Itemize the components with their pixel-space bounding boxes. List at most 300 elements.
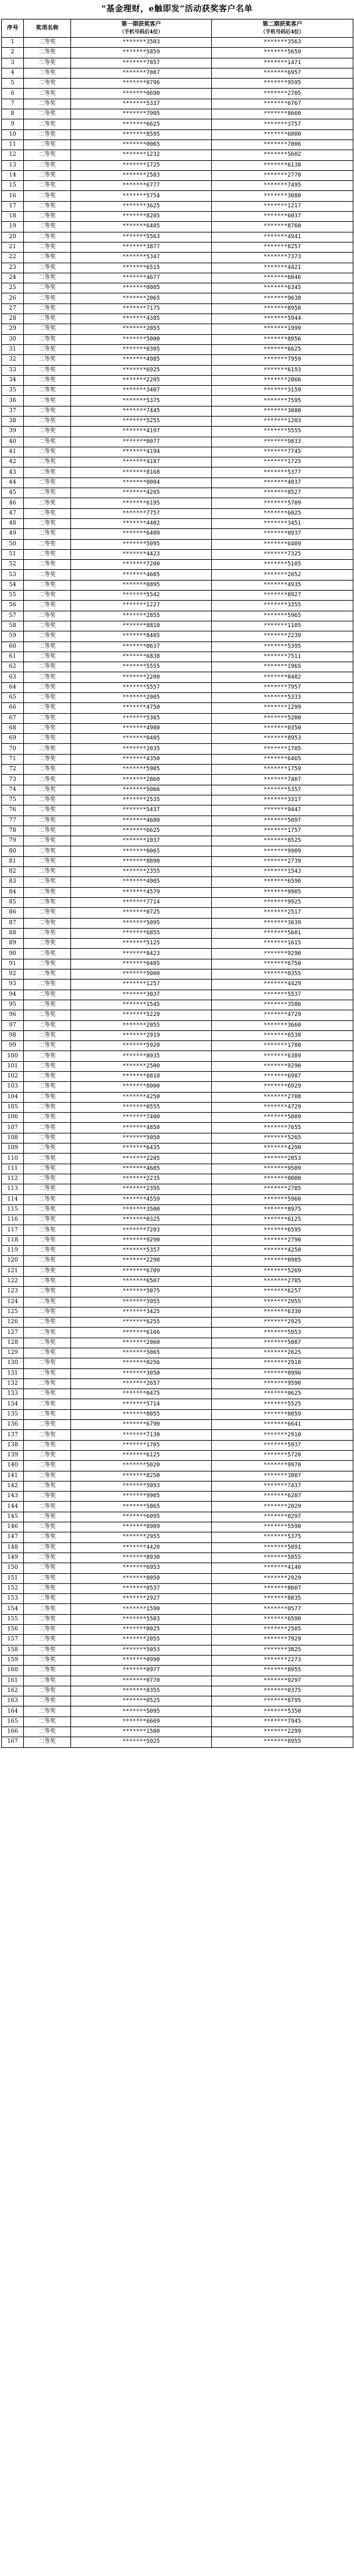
period-1-winner-cell: *******4350 [71,754,212,764]
award-name-cell: 二等奖 [24,856,71,866]
period-1-winner-cell: *******2065 [71,293,212,303]
row-number: 25 [2,283,24,293]
table-row [2,908,353,918]
period-2-winner-cell: *******8257 [212,242,353,252]
period-1-winner-cell: *******4420 [71,1542,212,1553]
award-name-cell: 二等奖 [24,621,71,631]
period-2-winner-cell: *******1471 [212,58,353,68]
row-number: 166 [2,1727,24,1737]
period-1-winner-cell: *******5357 [71,1246,212,1256]
table-row [2,1573,353,1583]
table-row [2,518,353,528]
table-row [2,1727,353,1737]
period-2-winner-cell: *******1299 [212,703,353,713]
period-1-winner-cell: *******6709 [71,1266,212,1276]
table-row [2,775,353,785]
row-number: 134 [2,1399,24,1409]
period-1-winner-cell: *******2055 [71,1020,212,1030]
award-name-cell: 二等奖 [24,703,71,713]
row-number: 98 [2,1030,24,1040]
award-name-cell: 二等奖 [24,293,71,303]
award-name-cell: 二等奖 [24,1225,71,1235]
award-name-cell: 二等奖 [24,1020,71,1030]
period-2-winner-cell: *******9290 [212,949,353,959]
award-name-cell: 二等奖 [24,826,71,836]
period-2-winner-cell: *******7437 [212,1481,353,1491]
row-number: 149 [2,1553,24,1563]
period-2-winner-cell: *******1780 [212,1041,353,1051]
header-period-1-title: 第一期获奖客户 [121,21,161,28]
period-2-winner-cell: *******4037 [212,478,353,488]
row-number: 26 [2,293,24,303]
table-row [2,324,353,334]
period-2-winner-cell: *******4421 [212,263,353,273]
period-2-winner-cell: *******6193 [212,365,353,375]
period-1-winner-cell: *******0025 [71,1625,212,1635]
row-number: 24 [2,273,24,283]
table-row [2,621,353,631]
table-row [2,1154,353,1164]
row-number: 86 [2,908,24,918]
period-2-winner-cell: *******3660 [212,1020,353,1030]
period-2-winner-cell: *******2299 [212,1727,353,1737]
table-row [2,1583,353,1593]
row-number: 54 [2,580,24,590]
award-name-cell: 二等奖 [24,1000,71,1010]
period-2-winner-cell: *******6257 [212,1287,353,1297]
period-2-winner-cell: *******5357 [212,785,353,795]
row-number: 128 [2,1338,24,1348]
table-row [2,457,353,467]
period-2-winner-cell: *******3586 [212,1000,353,1010]
award-name-cell: 二等奖 [24,1082,71,1092]
period-1-winner-cell: *******5095 [71,918,212,928]
period-2-winner-cell: *******5601 [212,928,353,938]
period-1-winner-cell: *******1037 [71,836,212,846]
table-row [2,601,353,611]
period-2-winner-cell: *******4429 [212,980,353,990]
period-1-winner-cell: *******0475 [71,1389,212,1399]
row-number: 14 [2,170,24,180]
period-1-winner-cell: *******2535 [71,795,212,805]
row-number: 35 [2,386,24,396]
period-2-winner-cell: *******6000 [212,129,353,139]
table-row [2,1102,353,1112]
period-2-winner-cell: *******2955 [212,1297,353,1307]
row-number: 96 [2,1010,24,1020]
period-1-winner-cell: *******7087 [71,68,212,78]
table-row [2,1276,353,1286]
period-1-winner-cell: *******5555 [71,662,212,672]
table-row [2,1113,353,1123]
table-row [2,928,353,938]
period-2-winner-cell: *******6929 [212,1082,353,1092]
table-row [2,539,353,549]
header-period-1 [71,19,212,38]
table-row [2,641,353,652]
period-1-winner-cell: *******0637 [71,641,212,652]
period-2-winner-cell: *******5200 [212,713,353,723]
row-number: 133 [2,1389,24,1399]
award-name-cell: 二等奖 [24,529,71,539]
award-name-cell: 二等奖 [24,1666,71,1676]
table-row [2,1071,353,1081]
period-2-winner-cell: *******7407 [212,775,353,785]
period-1-winner-cell: *******8890 [71,856,212,866]
award-name-cell: 二等奖 [24,1430,71,1440]
row-number: 94 [2,990,24,1000]
award-name-cell: 二等奖 [24,1573,71,1583]
period-1-winner-cell: *******6166 [71,1328,212,1338]
period-1-winner-cell: *******5255 [71,416,212,426]
period-1-winner-cell: *******5542 [71,591,212,601]
award-name-cell: 二等奖 [24,1471,71,1481]
header-period-2-sub: （手机号码后4位） [260,28,304,35]
period-1-winner-cell: *******2500 [71,1061,212,1071]
table-row [2,713,353,723]
period-2-winner-cell: *******2790 [212,1235,353,1245]
table-row [2,68,353,78]
row-number: 162 [2,1686,24,1696]
table-row [2,856,353,866]
table-row [2,939,353,949]
award-name-cell: 二等奖 [24,1287,71,1297]
period-1-winner-cell: *******6838 [71,652,212,662]
row-number: 89 [2,939,24,949]
row-number: 113 [2,1184,24,1194]
row-number: 59 [2,631,24,641]
period-2-winner-cell: *******5602 [212,150,353,160]
award-name-cell: 二等奖 [24,1297,71,1307]
row-number: 110 [2,1154,24,1164]
award-name-cell: 二等奖 [24,1174,71,1184]
table-row [2,375,353,385]
period-1-winner-cell: *******1545 [71,1000,212,1010]
period-2-winner-cell: *******5525 [212,1399,353,1409]
award-name-cell: 二等奖 [24,488,71,498]
award-name-cell: 二等奖 [24,1532,71,1542]
period-1-winner-cell: *******5125 [71,939,212,949]
row-number: 107 [2,1123,24,1133]
period-2-winner-cell: *******7595 [212,396,353,406]
period-2-winner-cell: *******6025 [212,508,353,518]
period-2-winner-cell: *******2705 [212,1276,353,1286]
table-row [2,1420,353,1430]
row-number: 117 [2,1225,24,1235]
period-2-winner-cell: *******8975 [212,1204,353,1214]
table-row [2,1266,353,1276]
award-name-cell: 二等奖 [24,1614,71,1624]
table-row [2,1082,353,1092]
table-row [2,253,353,263]
award-name-cell: 二等奖 [24,447,71,457]
row-number: 47 [2,508,24,518]
table-row [2,836,353,846]
award-name-cell: 二等奖 [24,734,71,744]
period-2-winner-cell: *******6590 [212,1614,353,1624]
row-number: 8 [2,109,24,119]
period-2-winner-cell: *******8660 [212,109,353,119]
award-name-cell: 二等奖 [24,1318,71,1328]
row-number: 31 [2,344,24,354]
award-name-cell: 二等奖 [24,1409,71,1419]
table-row [2,1594,353,1604]
table-row [2,1246,353,1256]
award-name-cell: 二等奖 [24,775,71,785]
row-number: 90 [2,949,24,959]
period-1-winner-cell: *******6925 [71,365,212,375]
award-name-cell: 二等奖 [24,662,71,672]
period-1-winner-cell: *******7857 [71,58,212,68]
table-row [2,846,353,856]
period-2-winner-cell: *******2053 [212,1154,353,1164]
row-number: 84 [2,887,24,897]
row-number: 159 [2,1655,24,1665]
period-1-winner-cell: *******1500 [71,1727,212,1737]
table-row [2,427,353,437]
period-2-winner-cell: *******6330 [212,1307,353,1317]
row-number: 87 [2,918,24,928]
period-2-winner-cell: *******6750 [212,959,353,969]
period-1-winner-cell: *******5075 [71,1287,212,1297]
award-name-cell: 二等奖 [24,1512,71,1522]
table-row [2,887,353,897]
period-1-winner-cell: *******5714 [71,1399,212,1409]
row-number: 48 [2,518,24,528]
award-name-cell: 二等奖 [24,1399,71,1409]
award-name-cell: 二等奖 [24,68,71,78]
award-name-cell: 二等奖 [24,1461,71,1471]
period-2-winner-cell: *******9638 [212,293,353,303]
period-2-winner-cell: *******8956 [212,334,353,344]
period-2-winner-cell: *******9970 [212,1461,353,1471]
period-1-winner-cell: *******7130 [71,1430,212,1440]
row-number: 19 [2,222,24,232]
row-number: 12 [2,150,24,160]
period-1-winner-cell: *******0555 [71,1102,212,1112]
period-1-winner-cell: *******3955 [71,1297,212,1307]
period-1-winner-cell: *******5563 [71,232,212,242]
period-2-winner-cell: *******6409 [212,539,353,549]
period-1-winner-cell: *******2205 [71,375,212,385]
row-number: 137 [2,1430,24,1440]
row-number: 16 [2,191,24,201]
row-number: 165 [2,1716,24,1727]
table-row [2,38,353,48]
period-2-winner-cell: *******4250 [212,1246,353,1256]
period-2-winner-cell: *******1615 [212,939,353,949]
period-2-winner-cell: *******2770 [212,170,353,180]
period-2-winner-cell: *******6957 [212,68,353,78]
award-name-cell: 二等奖 [24,867,71,877]
table-row [2,549,353,559]
award-name-cell: 二等奖 [24,1266,71,1276]
row-number: 29 [2,324,24,334]
table-row [2,1625,353,1635]
period-2-winner-cell: *******5659 [212,48,353,58]
period-1-winner-cell: *******0977 [71,1666,212,1676]
award-name-cell: 二等奖 [24,1737,71,1747]
period-2-winner-cell: *******4140 [212,1563,353,1573]
period-1-winner-cell: *******9905 [71,1492,212,1502]
period-2-winner-cell: *******2910 [212,1358,353,1368]
row-number: 85 [2,897,24,907]
table-row [2,1287,353,1297]
row-number: 157 [2,1635,24,1645]
period-1-winner-cell: *******7757 [71,508,212,518]
table-row [2,1378,353,1389]
period-2-winner-cell: *******5087 [212,1338,353,1348]
period-2-winner-cell: *******2739 [212,856,353,866]
period-2-winner-cell: *******1217 [212,201,353,211]
period-2-winner-cell: *******7495 [212,181,353,191]
award-name-cell: 二等奖 [24,38,71,48]
period-1-winner-cell: *******4605 [71,570,212,580]
period-2-winner-cell: *******4935 [212,580,353,590]
table-row [2,816,353,826]
table-row [2,478,353,488]
period-2-winner-cell: *******3639 [212,918,353,928]
period-1-winner-cell: *******6125 [71,1450,212,1460]
period-2-winner-cell: *******3317 [212,795,353,805]
award-name-cell: 二等奖 [24,99,71,109]
row-number: 37 [2,406,24,416]
award-name-cell: 二等奖 [24,109,71,119]
award-name-cell: 二等奖 [24,1481,71,1491]
period-1-winner-cell: *******4905 [71,877,212,887]
period-1-winner-cell: *******3407 [71,386,212,396]
period-2-winner-cell: *******9909 [212,846,353,856]
row-number: 160 [2,1666,24,1676]
period-2-winner-cell: *******2517 [212,908,353,918]
period-1-winner-cell: *******5859 [71,48,212,58]
table-row [2,447,353,457]
table-row [2,1328,353,1338]
period-1-winner-cell: *******2855 [71,611,212,621]
row-number: 65 [2,693,24,703]
period-1-winner-cell: *******5000 [71,969,212,980]
table-row [2,396,353,406]
table-row [2,1512,353,1522]
award-name-cell: 二等奖 [24,1645,71,1655]
award-name-cell: 二等奖 [24,570,71,580]
table-row [2,1737,353,1747]
table-row [2,365,353,375]
row-number: 38 [2,416,24,426]
period-2-winner-cell: *******0625 [212,1389,353,1399]
period-1-winner-cell: *******5337 [71,99,212,109]
award-name-cell: 二等奖 [24,539,71,549]
table-row [2,355,353,365]
period-1-winner-cell: *******4197 [71,427,212,437]
period-1-winner-cell: *******5000 [71,334,212,344]
table-row [2,263,353,273]
award-name-cell: 二等奖 [24,518,71,528]
period-1-winner-cell: *******8423 [71,949,212,959]
table-row [2,703,353,713]
row-number: 130 [2,1358,24,1368]
table-row [2,560,353,570]
row-number: 42 [2,457,24,467]
period-1-winner-cell: *******6507 [71,1276,212,1286]
period-1-winner-cell: *******6405 [71,222,212,232]
award-name-cell: 二等奖 [24,427,71,437]
period-1-winner-cell: *******9290 [71,1235,212,1245]
period-1-winner-cell: *******2355 [71,867,212,877]
row-number: 45 [2,488,24,498]
row-number: 100 [2,1051,24,1061]
row-number: 78 [2,826,24,836]
award-name-cell: 二等奖 [24,416,71,426]
period-1-winner-cell: *******5053 [71,1645,212,1655]
row-number: 41 [2,447,24,457]
table-row [2,344,353,354]
header-period-2 [212,19,353,38]
table-row [2,1092,353,1102]
period-1-winner-cell: *******4677 [71,273,212,283]
period-2-winner-cell: *******6125 [212,1215,353,1225]
period-2-winner-cell: *******2273 [212,1655,353,1665]
table-row [2,1000,353,1010]
table-row [2,580,353,590]
award-name-cell: 二等奖 [24,693,71,703]
award-name-cell: 二等奖 [24,1440,71,1450]
table-row [2,406,353,416]
table-row [2,877,353,887]
row-number: 146 [2,1522,24,1532]
award-name-cell: 二等奖 [24,1338,71,1348]
table-row [2,662,353,672]
table-row [2,1307,353,1317]
table-row [2,150,353,160]
row-number: 121 [2,1266,24,1276]
row-number: 15 [2,181,24,191]
table-row [2,1184,353,1194]
row-number: 153 [2,1594,24,1604]
period-2-winner-cell: *******3451 [212,518,353,528]
period-2-winner-cell: *******5891 [212,1542,353,1553]
period-1-winner-cell: *******8810 [71,621,212,631]
table-row [2,283,353,293]
table-row [2,181,353,191]
period-1-winner-cell: *******8035 [71,1051,212,1061]
table-row [2,591,353,601]
table-row [2,805,353,816]
period-1-winner-cell: *******3503 [71,38,212,48]
table-row [2,1020,353,1030]
table-row [2,99,353,109]
period-1-winner-cell: *******4750 [71,703,212,713]
period-2-winner-cell: *******6465 [212,754,353,764]
row-number: 72 [2,765,24,775]
table-row [2,529,353,539]
period-1-winner-cell: *******0004 [71,478,212,488]
award-name-cell: 二等奖 [24,836,71,846]
award-name-cell: 二等奖 [24,375,71,385]
table-row [2,170,353,180]
table-row [2,160,353,170]
table-row [2,734,353,744]
table-row [2,498,353,508]
period-1-winner-cell: *******0725 [71,908,212,918]
table-row [2,119,353,129]
award-name-cell: 二等奖 [24,324,71,334]
row-number: 104 [2,1092,24,1102]
award-name-cell: 二等奖 [24,1594,71,1604]
table-row [2,1215,353,1225]
row-number: 74 [2,785,24,795]
period-2-winner-cell: *******6389 [212,1051,353,1061]
